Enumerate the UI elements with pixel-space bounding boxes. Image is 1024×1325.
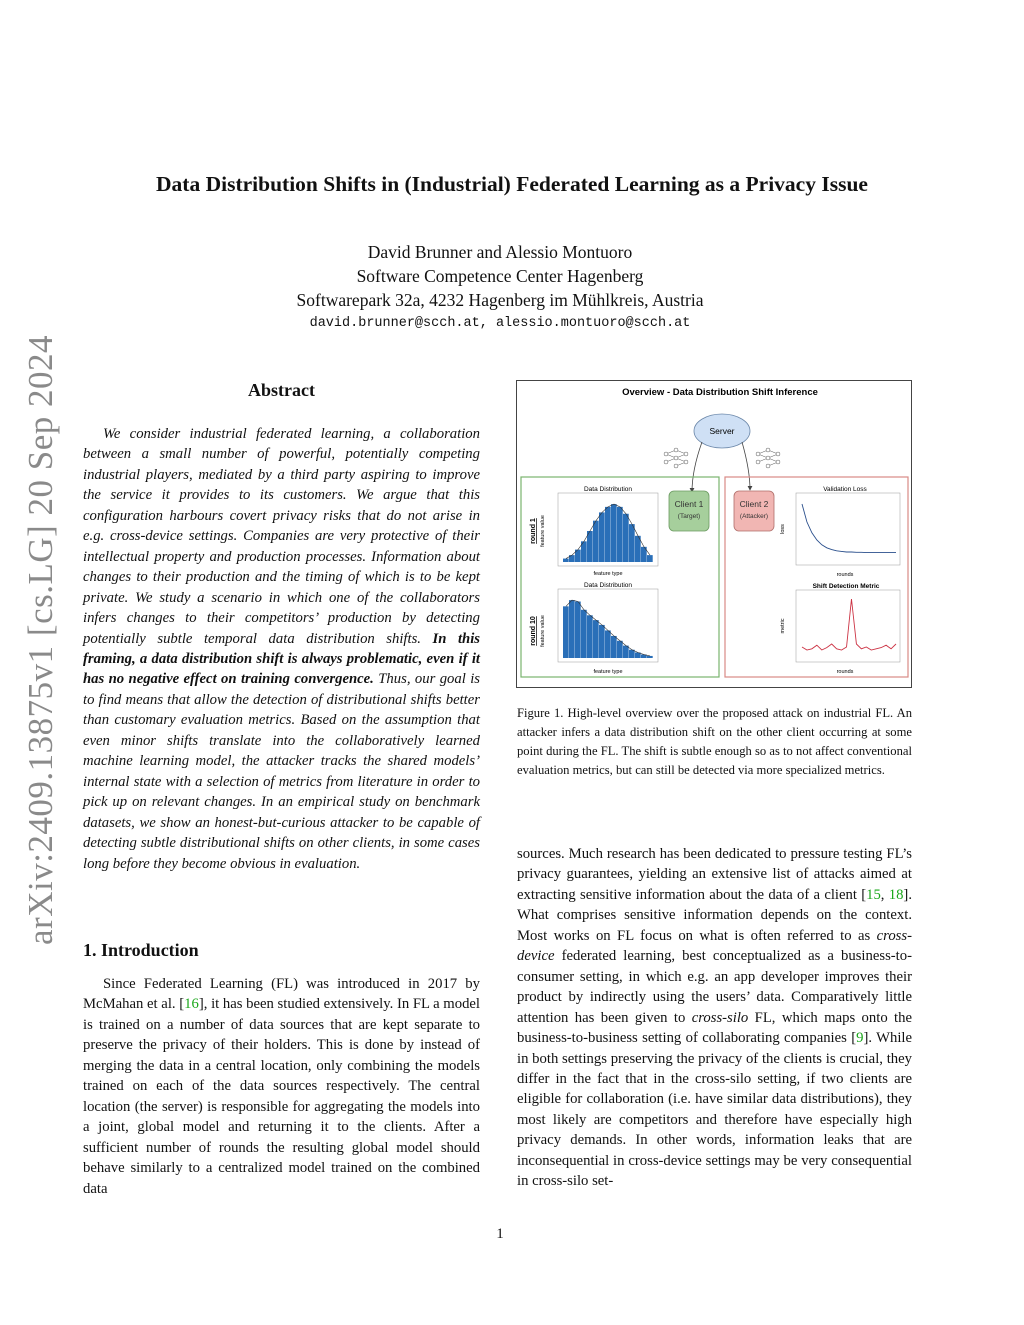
abstract-text-2: Thus, our goal is to find means that allow the detection of distributional shifts better than customary evaluation metrics. Based on the assumption that even minor shifts translate into the collaboratively learned machine learning model, the attacker tracks the shared models’ internal state with a selection of metrics from literature in order to pick up on relevant changes. In an empirical study on benchmark datasets, we show an honest-but-curious attacker to be capable of detecting subtle distributional shifts on other clients, in some cases long before they become obvious in evaluation. bbox=[83, 671, 480, 872]
paper-title: Data Distribution Shifts in (Industrial) Federated Learning as a Privacy Issue bbox=[156, 172, 868, 196]
shift-metric-plot-area bbox=[796, 590, 900, 662]
histogram-bar bbox=[599, 625, 605, 658]
histogram-bar bbox=[593, 620, 599, 658]
validation-loss-plot-area bbox=[796, 493, 900, 565]
histogram-bar bbox=[587, 615, 593, 658]
histogram1-title: Data Distribution bbox=[583, 486, 633, 493]
validation-loss-title: Validation Loss bbox=[823, 486, 867, 493]
figure-overview bbox=[516, 380, 912, 688]
round10-label: round 10 bbox=[530, 616, 537, 646]
shift-metric-ylabel: metric bbox=[780, 618, 786, 634]
histogram-bar bbox=[575, 602, 581, 658]
histogram-bar bbox=[629, 650, 635, 658]
histogram-bar bbox=[581, 610, 587, 658]
text-run: sources. Much research has been dedicated to pressure testing FL’s privacy guarantees, yielding an extensive list of attacks aimed at extracting sensitive information about the data of a client [ bbox=[517, 846, 912, 903]
validation-loss-xlabel: rounds bbox=[836, 572, 854, 578]
text-run: ]. What comprises sensitive information depends on the context. Most works on FL focus on what is often referred to as bbox=[517, 886, 912, 944]
paper-emails[interactable]: david.brunner@scch.at, alessio.montuoro@scch.at bbox=[309, 316, 691, 331]
histogram-bar bbox=[611, 504, 617, 562]
shift-metric-xlabel: rounds bbox=[836, 669, 854, 675]
histogram-bar bbox=[563, 559, 569, 562]
italic-term: cross-silo bbox=[691, 1009, 749, 1026]
intro-text-b: ], it has been studied extensively. In FL a model is trained on a number of data sources that are kept separate to preserve the privacy of their holders. This is done by instead of merging the data in a central location, only combining the models trained on each of the data sources respectively. The central location (the server) is responsible for aggregating the models into a joint, global model and returning it to the clients. After a sufficient number of rounds the resulting global model should behave similarly to a centralized model trained on the combined data bbox=[83, 996, 481, 1197]
histogram-bar bbox=[563, 606, 569, 658]
page-number: 1 bbox=[496, 1226, 504, 1242]
shift-metric-title: Shift Detection Metric bbox=[812, 583, 880, 590]
histogram-bar bbox=[599, 512, 605, 562]
histogram-bar bbox=[623, 646, 629, 658]
round1-label: round 1 bbox=[530, 518, 537, 544]
introduction-heading: 1. Introduction bbox=[83, 940, 199, 960]
histogram1-ylabel: feature value bbox=[540, 515, 546, 547]
paper-address: Softwarepark 32a, 4232 Hagenberg im Mühlkreis, Austria bbox=[296, 290, 704, 310]
histogram1-xlabel: feature type bbox=[593, 571, 623, 577]
paper-authors: David Brunner and Alessio Montuoro bbox=[367, 242, 633, 262]
histogram-bar bbox=[569, 600, 575, 658]
histogram-bar bbox=[593, 521, 599, 562]
figure-caption: Figure 1. High-level overview over the proposed attack on industrial FL. An attacker infers a data distribution shift on the other client occurring at some point during the FL. The shift is subtle enough so as to not affect conventional evaluation metrics, but can still be detected via more specialized metrics. bbox=[517, 706, 912, 777]
text-run: federated learning, best conceptualized as a business-to-consumer setting, in which e.g. an app developer improves their product by indirectly using the users’ data. Comparatively little attention has been given to bbox=[517, 948, 912, 1026]
paper-affiliation: Software Competence Center Hagenberg bbox=[356, 266, 644, 286]
client2-label: Client 2 bbox=[739, 499, 769, 509]
right-column-body bbox=[517, 844, 912, 1192]
citation-link[interactable]: 15 bbox=[866, 886, 881, 903]
histogram-bar bbox=[623, 514, 629, 562]
validation-loss-ylabel: loss bbox=[780, 524, 786, 534]
citation-link[interactable]: 9 bbox=[856, 1030, 864, 1047]
histogram-bar bbox=[617, 507, 623, 562]
abstract-text-1: We consider industrial federated learning, a collaboration between a small number of powerful, potentially competing industrial players, mediated by a third party aspiring to improve the service it provides to its customers. We argue that this configuration harbours covert privacy risks that do not arise in e.g. cross-device settings. Companies are very protective of their intellectual property and production processes. Information about changes to their production and the timing of which is to be kept private. We study a scenario in which one of the collaborators infers changes to their competitors’ production by detecting potentially subtle temporal data distribution shifts. bbox=[83, 426, 480, 647]
text-run: FL, which maps onto the business-to-business setting of collaborating companies [ bbox=[517, 1009, 912, 1047]
arxiv-identifier: arXiv:2409.13875v1 [cs.LG] 20 Sep 2024 bbox=[21, 334, 60, 945]
histogram-bar bbox=[605, 630, 611, 658]
abstract-body bbox=[83, 424, 480, 874]
histogram-bar bbox=[647, 656, 653, 658]
histogram2-title: Data Distribution bbox=[583, 582, 633, 589]
histogram-bar bbox=[629, 524, 635, 562]
client1-label: Client 1 bbox=[674, 499, 704, 509]
citation-link[interactable]: 16 bbox=[184, 996, 199, 1013]
figure-title: Overview - Data Distribution Shift Inference bbox=[622, 387, 818, 398]
italic-term: cross-device bbox=[517, 927, 912, 965]
histogram-bar bbox=[617, 641, 623, 658]
text-run: , bbox=[880, 886, 889, 903]
text-run: ]. While in both settings preserving the privacy of the clients is crucial, they differ in the fact that in the cross-silo setting, if two clients are eligible for collaboration (i.e. have similar data distributions), they most likely are competitors and therefore have especially high privacy demands. In other words, information leaks that are inconsequential in cross-device settings may be very consequential in cross-silo set- bbox=[517, 1030, 913, 1190]
client1-sublabel: (Target) bbox=[677, 513, 701, 520]
abstract-heading: Abstract bbox=[248, 380, 315, 400]
client2-sublabel: (Attacker) bbox=[739, 513, 769, 520]
histogram-bar bbox=[611, 636, 617, 658]
server-label: Server bbox=[709, 426, 735, 436]
histogram2-ylabel: feature value bbox=[540, 615, 546, 647]
introduction-body bbox=[83, 974, 480, 1199]
histogram-bar bbox=[587, 531, 593, 562]
histogram2-xlabel: feature type bbox=[593, 669, 623, 675]
histogram-bar bbox=[605, 507, 611, 562]
citation-link[interactable]: 18 bbox=[888, 886, 904, 903]
abstract-bold-text: In this framing, a data distribution shift is always problematic, even if it has no negative effect on training convergence. bbox=[83, 630, 480, 688]
histogram-bar bbox=[647, 555, 653, 562]
client2-node bbox=[734, 491, 774, 531]
intro-text-a: Since Federated Learning (FL) was introduced in 2017 by McMahan et al. [ bbox=[83, 976, 480, 1013]
client1-node bbox=[669, 491, 709, 531]
